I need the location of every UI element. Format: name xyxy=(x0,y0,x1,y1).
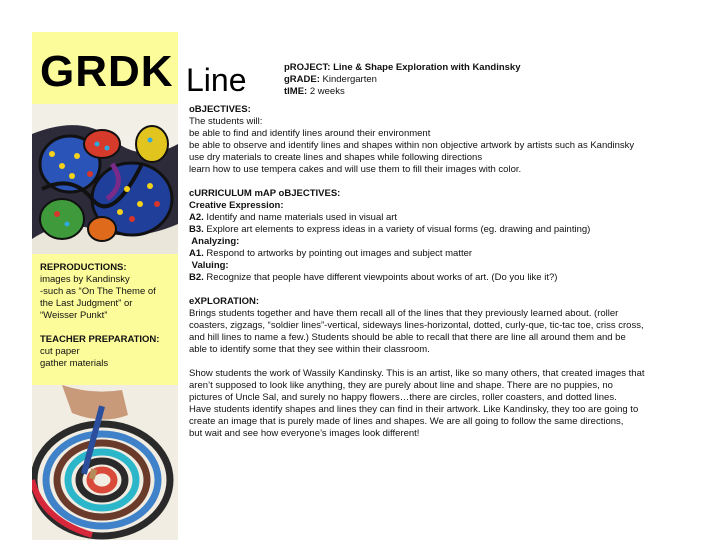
reproductions-heading: REPRODUCTIONS: xyxy=(40,262,127,273)
exploration-line: aren’t supposed to look like anything, they are purely about line and shape. There are no puppies, no xyxy=(189,380,613,391)
exploration-line: Have students identify shapes and lines they can find in their artwork. Like Kandinsky, they too are going to xyxy=(189,404,639,415)
curriculum-code: B2. xyxy=(189,272,204,283)
exploration-line: but wait and see how everyone’s images look different! xyxy=(189,428,420,439)
reproductions-line: images by Kandinsky xyxy=(40,274,130,285)
time-label: tIME: xyxy=(284,86,308,97)
teacher-prep-heading: TEACHER PREPARATION: xyxy=(40,334,160,345)
project-value: Line & Shape Exploration with Kandinsky xyxy=(333,62,521,73)
reproductions-line: the Last Judgment” or xyxy=(40,298,133,309)
reproductions-line: -such as “On The Theme of xyxy=(40,286,156,297)
analyzing-heading: Analyzing: xyxy=(189,236,240,247)
exploration-line: Show students the work of Wassily Kandinsky. This is an artist, like so many others, that created images that xyxy=(189,368,645,379)
objectives-intro: The students will: xyxy=(189,116,263,127)
time-value: 2 weeks xyxy=(309,86,345,97)
curriculum-text: Recognize that people have different viewpoints about works of art. (Do you like it?) xyxy=(203,272,558,283)
curriculum-item-b2 xyxy=(189,272,709,284)
page-subtitle: Line xyxy=(186,62,247,98)
grade-label: gRADE: xyxy=(284,74,320,85)
curriculum-item-a2 xyxy=(189,212,709,224)
objectives-heading: oBJECTIVES: xyxy=(189,104,251,115)
teacher-prep-line: cut paper xyxy=(40,346,80,357)
exploration-line: and hill lines to name a few.) Students should be able to recall that there are line all around them and be xyxy=(189,332,626,343)
curriculum-item-b3 xyxy=(189,224,709,236)
child-painting-photo xyxy=(32,385,178,540)
curriculum-code: A1. xyxy=(189,248,204,259)
exploration-line: coasters, zigzags, “soldier lines”-vertical, sideways lines-horizontal, dotted, curly-que, tic-tac toe, criss cross, xyxy=(189,320,644,331)
objective-item: be able to find and identify lines around their environment xyxy=(189,128,431,139)
grade-line xyxy=(284,74,520,86)
time-line xyxy=(284,86,520,98)
grade-value: Kindergarten xyxy=(322,74,377,85)
reproductions-line: “Weisser Punkt” xyxy=(40,310,108,321)
kandinsky-artwork-image xyxy=(32,104,178,254)
curriculum-code: B3. xyxy=(189,224,204,235)
objective-item: use dry materials to create lines and shapes while following directions xyxy=(189,152,483,163)
exploration-heading: eXPLORATION: xyxy=(189,296,260,307)
objective-item: learn how to use tempera cakes and will use them to fill their images with color. xyxy=(189,164,522,175)
project-label: pROJECT: xyxy=(284,62,331,73)
project-line xyxy=(284,62,520,74)
objective-item: be able to observe and identify lines and shapes within non objective artwork by artists such as Kandinsky xyxy=(189,140,635,151)
page-title: GRDK xyxy=(40,47,174,96)
curriculum-text: Explore art elements to express ideas in a variety of visual forms (eg. drawing and painting) xyxy=(203,224,591,235)
curriculum-heading: cURRICULUM mAP oBJECTIVES: xyxy=(189,188,341,199)
curriculum-code: A2. xyxy=(189,212,204,223)
exploration-line: create an image that is purely made of lines and shapes. We are all going to follow the same directions, xyxy=(189,416,624,427)
curriculum-item-a1 xyxy=(189,248,709,260)
valuing-heading: Valuing: xyxy=(189,260,229,271)
creative-expression-heading: Creative Expression: xyxy=(189,200,284,211)
curriculum-text: Respond to artworks by pointing out images and subject matter xyxy=(203,248,473,259)
lesson-content xyxy=(189,104,709,440)
exploration-line: pictures of Uncle Sal, and surely no happy flowers…there are circles, roller coasters, and dotted lines. xyxy=(189,392,617,403)
exploration-line: Brings students together and have them recall all of the lines that they previously learned about. (roller xyxy=(189,308,619,319)
teacher-prep-line: gather materials xyxy=(40,358,109,369)
exploration-line: able to identify some that they see within their classroom. xyxy=(189,344,430,355)
curriculum-text: Identify and name materials used in visual art xyxy=(203,212,398,223)
sidebar-text xyxy=(40,262,178,370)
project-meta xyxy=(284,62,520,98)
